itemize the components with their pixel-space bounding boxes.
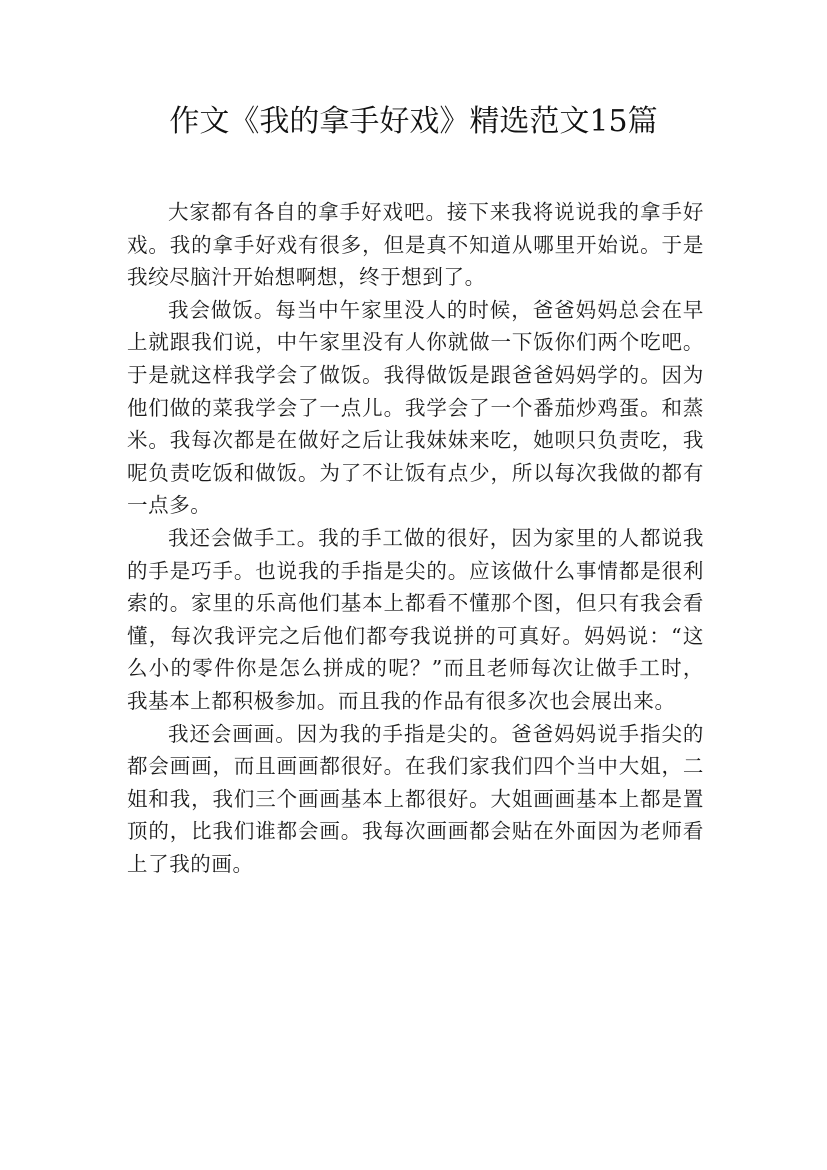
paragraph-cooking: 我会做饭。每当中午家里没人的时候，爸爸妈妈总会在早上就跟我们说，中午家里没有人你就做一下饭你们两个吃吧。于是就这样我学会了做饭。我得做饭是跟爸爸妈妈学的。因为他们做的菜我学会了一点儿。我学会了一个番茄炒鸡蛋。和蒸米。我每次都是在做好之后让我妹妹来吃，她呗只负责吃，我呢负责吃饭和做饭。为了不让饭有点少，所以每次我做的都有一点多。 <box>127 297 704 518</box>
paragraph-intro: 大家都有各自的拿手好戏吧。接下来我将说说我的拿手好戏。我的拿手好戏有很多，但是真不知道从哪里开始说。于是我绞尽脑汁开始想啊想，终于想到了。 <box>127 200 704 290</box>
document-body <box>127 196 704 880</box>
paragraph-drawing: 我还会画画。因为我的手指是尖的。爸爸妈妈说手指尖的都会画画，而且画画都很好。在我们家我们四个当中大姐，二姐和我，我们三个画画基本上都很好。大姐画画基本上都是置顶的，比我们谁都会画。我每次画画都会贴在外面因为老师看上了我的画。 <box>127 721 704 876</box>
paragraph-handcraft: 我还会做手工。我的手工做的很好，因为家里的人都说我的手是巧手。也说我的手指是尖的。应该做什么事情都是很利索的。家里的乐高他们基本上都看不懂那个图，但只有我会看懂，每次我评完之后他们都夸我说拼的可真好。妈妈说：“这么小的零件你是怎么拼成的呢？”而且老师每次让做手工时，我基本上都积极参加。而且我的作品有很多次也会展出来。 <box>127 525 704 713</box>
document-title: 作文《我的拿手好戏》精选范文15篇 <box>169 104 658 139</box>
